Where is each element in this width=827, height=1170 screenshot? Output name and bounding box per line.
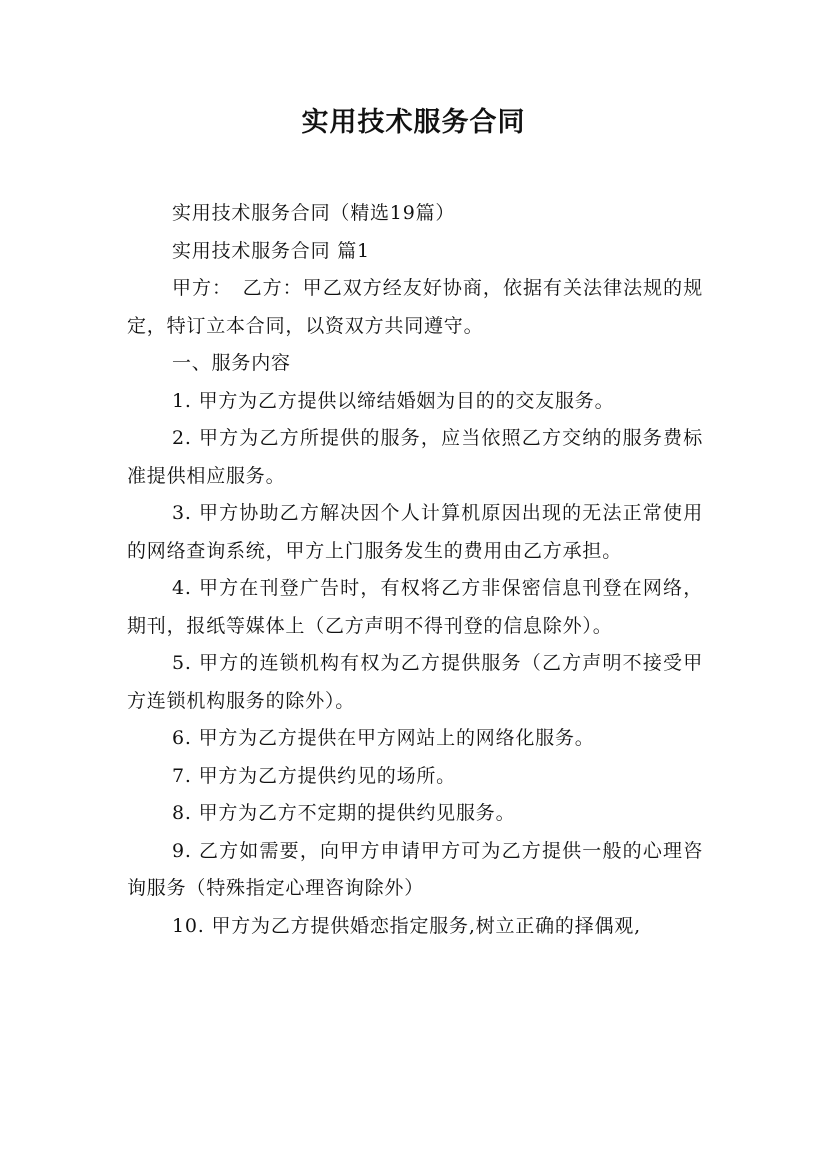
paragraph-item-8: 8. 甲方为乙方不定期的提供约见服务。 [172,802,516,824]
paragraph-item-4: 4. 甲方在刊登广告时，有权将乙方非保密信息刊登在网络，期刊，报纸等媒体上（乙方声明不得刊登的信息除外）。 [127,577,703,637]
paragraph-item-10: 10. 甲方为乙方提供婚恋指定服务,树立正确的择偶观, [172,914,641,937]
paragraph-item-2: 2. 甲方为乙方所提供的服务，应当依照乙方交纳的服务费标准提供相应服务。 [127,427,703,487]
paragraph-parties: 甲方： 乙方：甲乙双方经友好协商，依据有关法律法规的规定，特订立本合同，以资双方共同遵守。 [127,277,703,337]
paragraph-item-7: 7. 甲方为乙方提供约见的场所。 [172,764,456,787]
document-title: 实用技术服务合同 [301,107,526,138]
paragraph-item-5: 5. 甲方的连锁机构有权为乙方提供服务（乙方声明不接受甲方连锁机构服务的除外）。 [127,652,703,712]
paragraph-item-3: 3. 甲方协助乙方解决因个人计算机原因出现的无法正常使用的网络查询系统，甲方上门服务发生的费用由乙方承担。 [127,502,703,562]
paragraph-item-1: 1. 甲方为乙方提供以缔结婚姻为目的的交友服务。 [172,389,615,412]
paragraph-section-heading: 实用技术服务合同 篇1 [172,239,370,262]
paragraph-subtitle: 实用技术服务合同（精选19篇） [172,202,456,224]
paragraph-item-9: 9. 乙方如需要，向甲方申请甲方可为乙方提供一般的心理咨询服务（特殊指定心理咨询除外） [127,839,703,899]
document-body [127,195,703,945]
paragraph-service-heading: 一、服务内容 [172,352,291,374]
paragraph-item-6: 6. 甲方为乙方提供在甲方网站上的网络化服务。 [172,727,595,749]
